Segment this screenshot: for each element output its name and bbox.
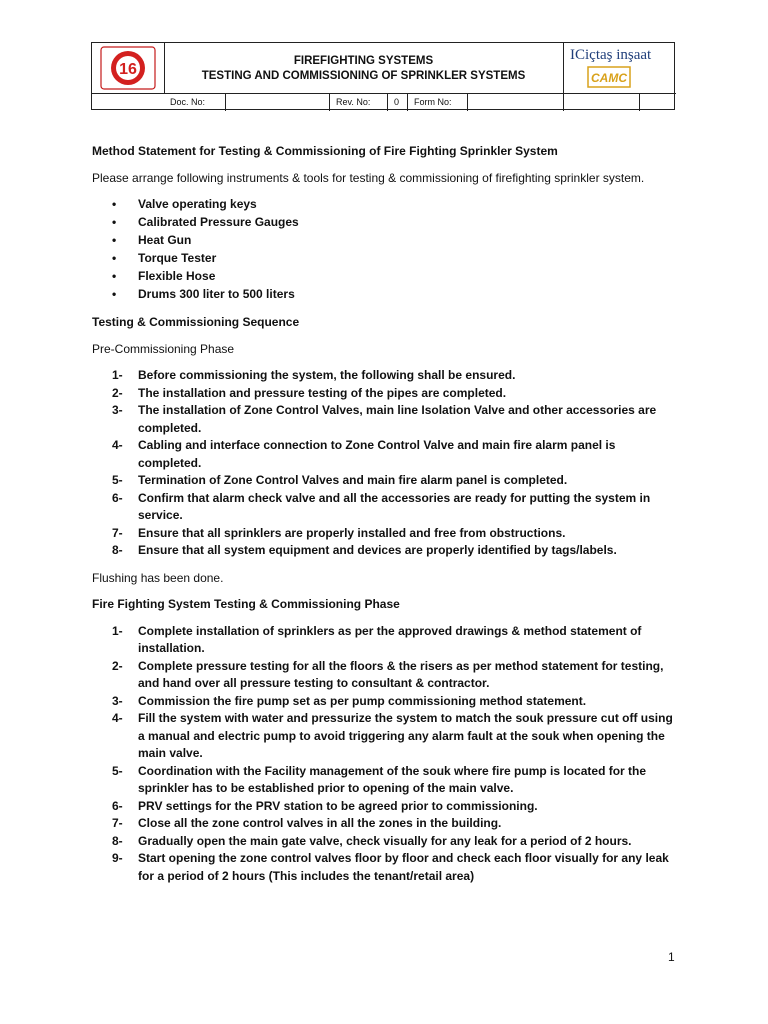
- list-item: 6- PRV settings for the PRV station to be agreed prior to commissioning.: [112, 798, 538, 813]
- rev-no-value: 0: [388, 94, 408, 111]
- header-title-line2: TESTING AND COMMISSIONING OF SPRINKLER SYSTEMS: [201, 70, 526, 82]
- list-item: 5- Termination of Zone Control Valves and main fire alarm panel is completed.: [112, 473, 568, 487]
- header-title-line1: FIREFIGHTING SYSTEMS: [293, 55, 434, 67]
- list-item: • Flexible Hose: [112, 269, 216, 283]
- flushing-note: Flushing has been done.: [92, 570, 224, 585]
- phase-heading: Fire Fighting System Testing & Commissioning Phase: [92, 597, 400, 611]
- form-no-label: Form No:: [408, 94, 468, 111]
- document-header: [91, 42, 675, 110]
- list-item: 1- Complete installation of sprinklers as per the approved drawings & method statement of installation.: [112, 623, 642, 655]
- list-item: 2- Complete pressure testing for all the floors & the risers as per method statement for testing, and hand over all pressure testing to consultant & contractor.: [112, 658, 664, 690]
- header-blank-cell: [564, 94, 640, 111]
- list-item: 6- Confirm that alarm check valve and all the accessories are ready for putting the system in service.: [112, 490, 651, 522]
- list-item: 8- Gradually open the main gate valve, check visually for any leak for a period of 2 hours.: [112, 833, 632, 848]
- intro-paragraph: Please arrange following instruments & tools for testing & commissioning of firefighting sprinkler system.: [92, 170, 645, 185]
- page-number: 1: [668, 950, 675, 964]
- list-item: 7- Close all the zone control valves in all the zones in the building.: [112, 816, 502, 830]
- list-item: 4- Fill the system with water and pressurize the system to match the souk pressure cut off using a manual and electric pump to avoid triggering any alarm fault at the souk when opening the main valve.: [112, 711, 673, 760]
- list-item: 2- The installation and pressure testing of the pipes are completed.: [112, 385, 507, 400]
- svg-text:16: 16: [119, 61, 137, 78]
- list-item: • Heat Gun: [112, 233, 192, 247]
- list-item: 8- Ensure that all system equipment and devices are properly identified by tags/labels.: [112, 543, 617, 557]
- list-item: 3- Commission the fire pump set as per pump commissioning method statement.: [112, 693, 587, 708]
- header-title: [164, 43, 564, 93]
- form-no-value: [468, 94, 564, 111]
- list-item: 5- Coordination with the Facility management of the souk where fire pump is located for the sprinkler has to be established prior to opening of the main valve.: [112, 763, 647, 795]
- svg-text:CAMC: CAMC: [591, 71, 627, 85]
- rev-no-label: Rev. No:: [330, 94, 388, 111]
- precomm-heading: Pre-Commissioning Phase: [92, 341, 235, 356]
- phase-steps: [92, 623, 682, 886]
- document-title: Method Statement for Testing & Commissioning of Fire Fighting Sprinkler System: [92, 144, 558, 158]
- tools-list: [92, 196, 682, 304]
- list-item: • Torque Tester: [112, 251, 217, 265]
- company-logo-left: [92, 43, 165, 93]
- header-info-row: [92, 93, 676, 111]
- list-item: • Valve operating keys: [112, 197, 257, 211]
- list-item: • Calibrated Pressure Gauges: [112, 215, 299, 229]
- list-item: 1- Before commissioning the system, the following shall be ensured.: [112, 368, 516, 382]
- list-item: 7- Ensure that all sprinklers are properly installed and free from obstructions.: [112, 525, 566, 540]
- document-body: [92, 143, 682, 885]
- company-logo-right: [564, 43, 676, 93]
- sequence-heading: Testing & Commissioning Sequence: [92, 315, 300, 329]
- doc-no-value: [226, 94, 330, 111]
- list-item: 9- Start opening the zone control valves floor by floor and check each floor visually for any leak for a period of 2 hours (This includes the tenant/retail area): [112, 851, 669, 883]
- svg-text:ICiçtaş inşaat: ICiçtaş inşaat: [570, 47, 652, 63]
- doc-no-label: Doc. No:: [164, 94, 226, 111]
- list-item: 4- Cabling and interface connection to Zone Control Valve and main fire alarm panel is completed.: [112, 438, 616, 470]
- list-item: • Drums 300 liter to 500 liters: [112, 287, 295, 301]
- precomm-steps: [92, 367, 682, 560]
- list-item: 3- The installation of Zone Control Valves, main line Isolation Valve and other accessories are completed.: [112, 403, 657, 435]
